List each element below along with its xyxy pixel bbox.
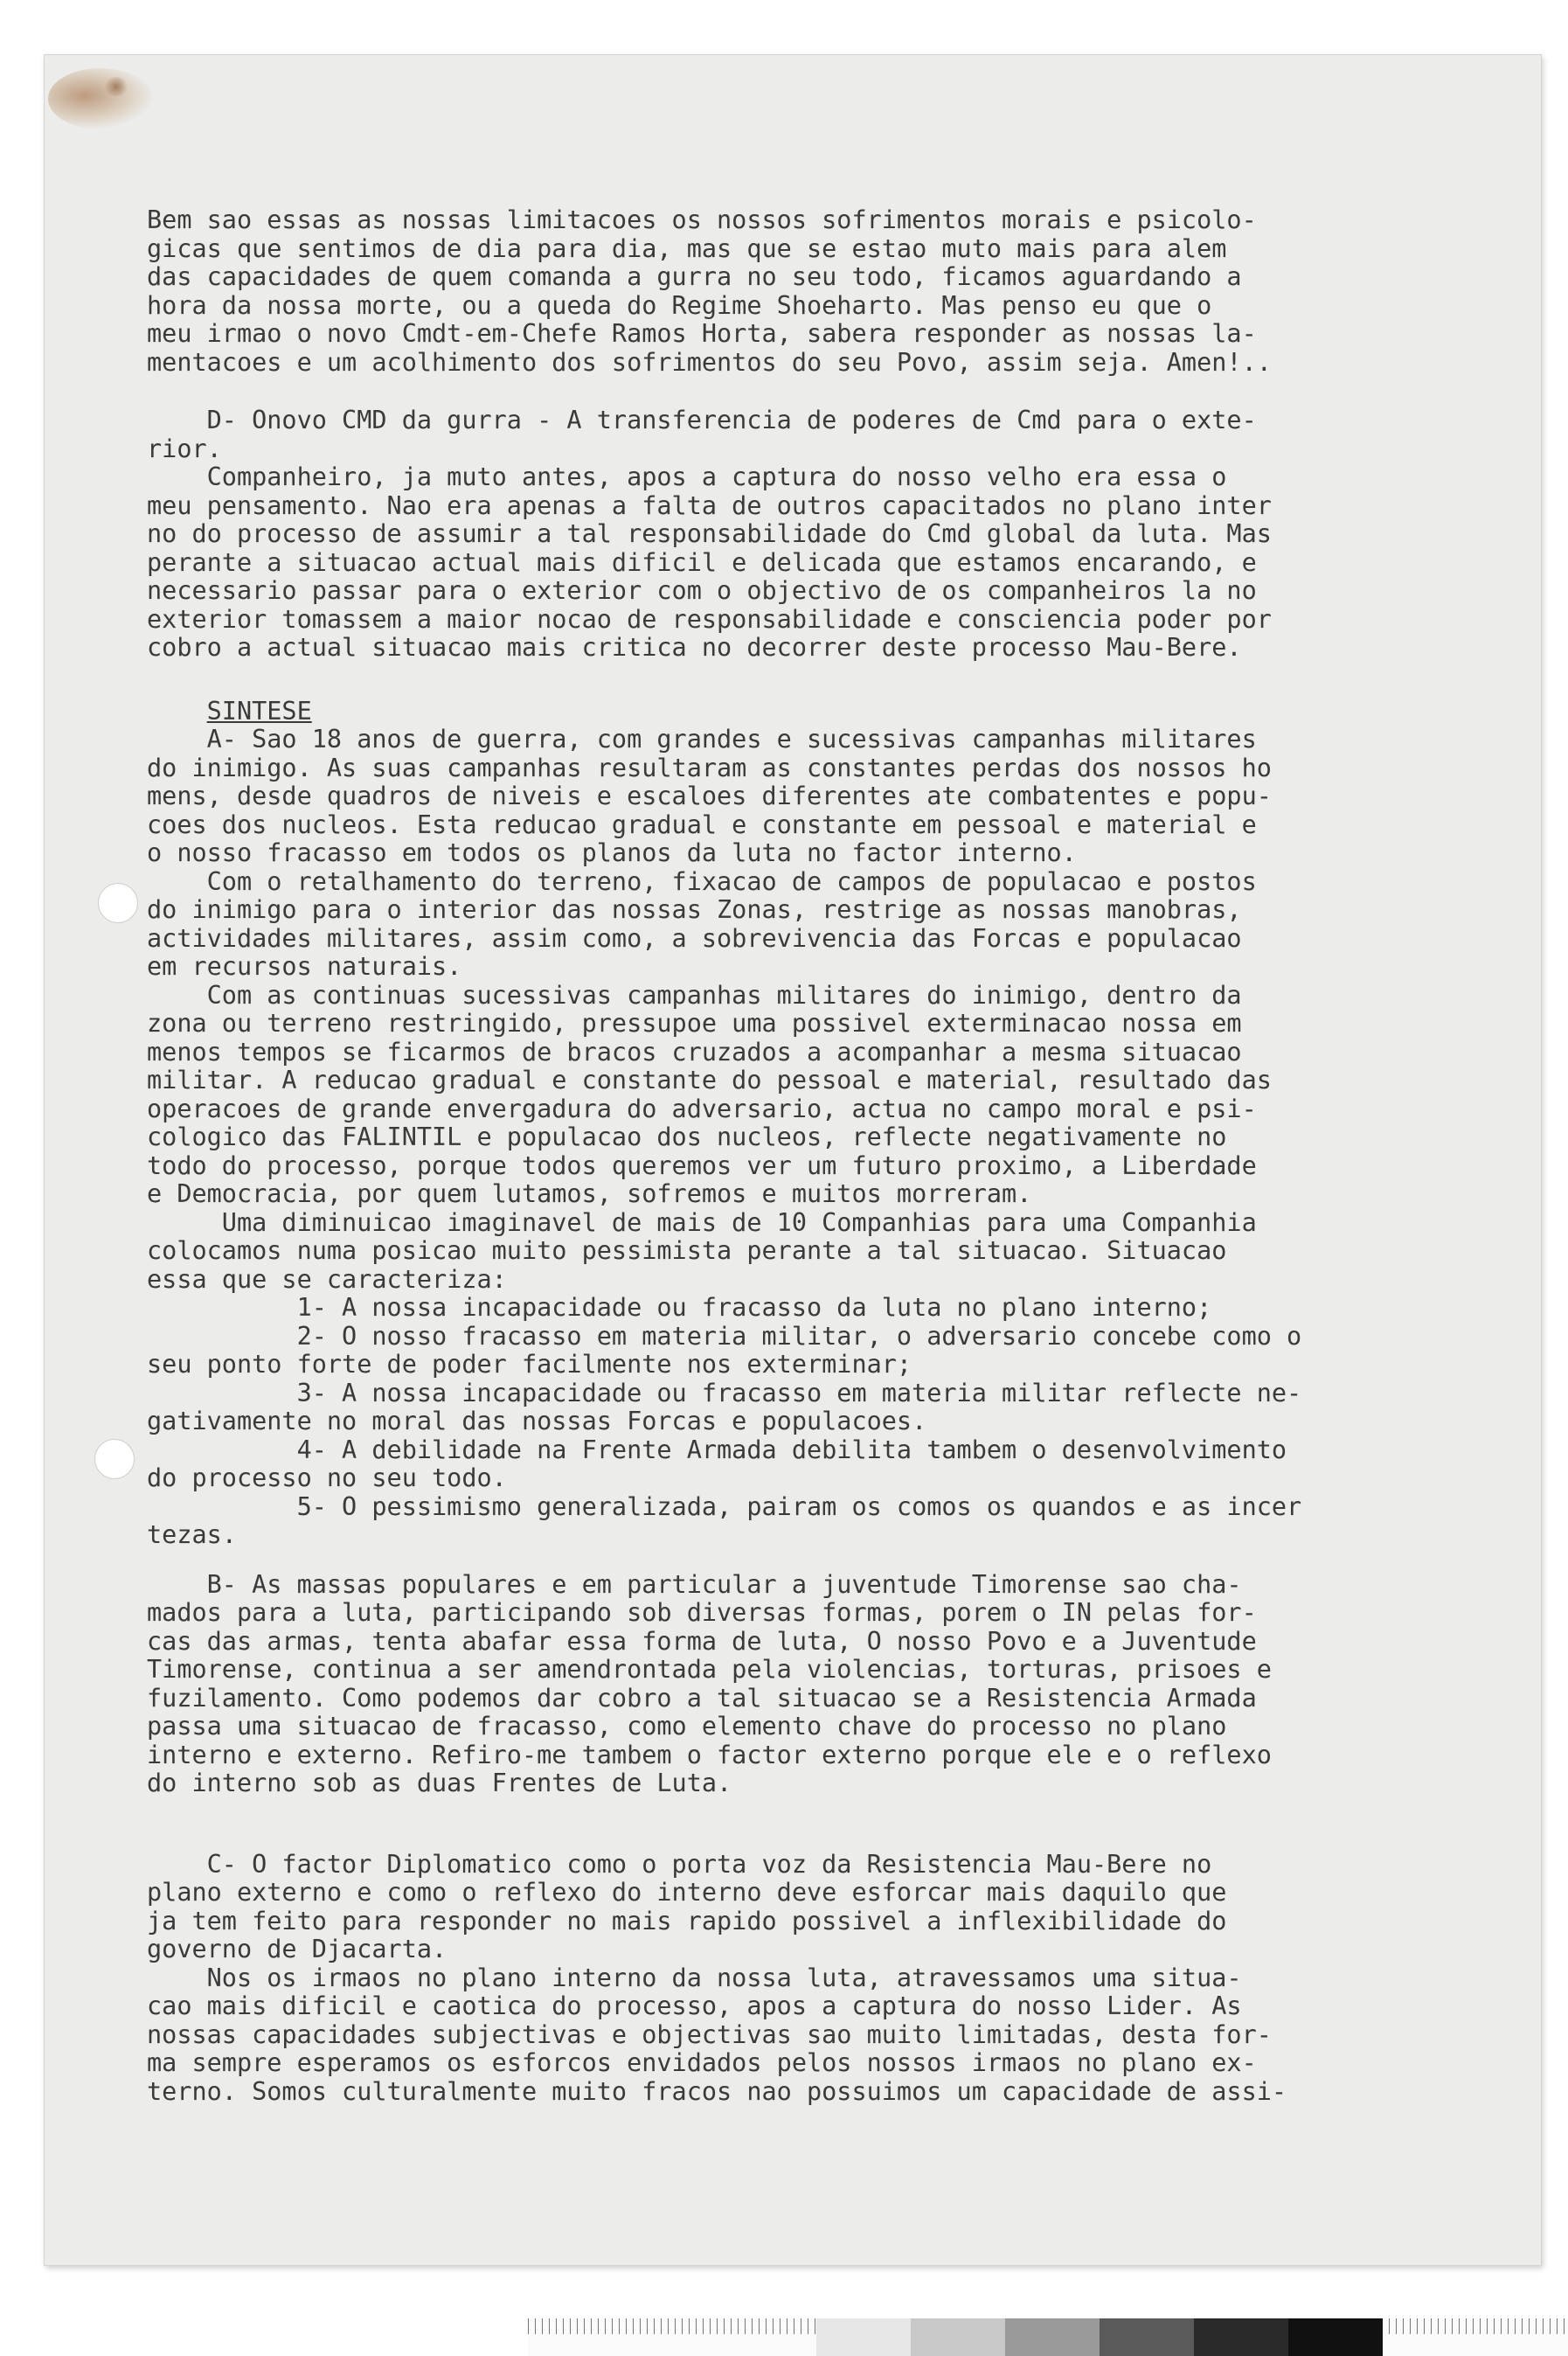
color-calibration-ruler bbox=[528, 2318, 1568, 2356]
text-line: governo de Djacarta. bbox=[147, 1935, 448, 1963]
ruler-swatch bbox=[1288, 2318, 1383, 2356]
text-line: o nosso fracasso em todos os planos da luta no factor interno. bbox=[147, 838, 1077, 867]
text-line: C- O factor Diplomatico como o porta voz da Resistencia Mau-Bere no bbox=[147, 1849, 1212, 1879]
text-line: mens, desde quadros de niveis e escaloes diferentes ate combatentes e popu- bbox=[147, 782, 1272, 810]
rust-stain-spot bbox=[103, 77, 129, 96]
text-line: mados para a luta, participando sob diversas formas, porem o IN pelas for- bbox=[147, 1598, 1257, 1627]
punch-hole bbox=[94, 1439, 135, 1479]
text-line: em recursos naturais. bbox=[147, 952, 462, 981]
sintese-heading: SINTESE bbox=[206, 696, 312, 726]
text-line: seu ponto forte de poder facilmente nos exterminar; bbox=[147, 1350, 912, 1379]
text-line: plano externo e como o reflexo do interno deve esforcar mais daquilo que bbox=[147, 1878, 1227, 1907]
text-line: das capacidades de quem comanda a gurra no seu todo, ficamos aguardando a bbox=[147, 262, 1242, 291]
text-line: exterior tomassem a maior nocao de responsabilidade e consciencia poder por bbox=[147, 604, 1272, 634]
text-line: ma sempre esperamos os esforcos envidados pelos nossos irmaos no plano ex- bbox=[147, 2048, 1257, 2077]
ruler-swatch bbox=[816, 2318, 911, 2356]
text-line: cobro a actual situacao mais critica no decorrer deste processo Mau-Bere. bbox=[147, 633, 1242, 662]
section-b bbox=[147, 1571, 1475, 1798]
section-c bbox=[147, 1851, 1475, 2107]
text-line: do processo no seu todo. bbox=[147, 1463, 507, 1492]
text-line: Uma diminuicao imaginavel de mais de 10 Companhias para uma Companhia bbox=[147, 1207, 1257, 1237]
text-line: todo do processo, porque todos queremos ver um futuro proximo, a Liberdade bbox=[147, 1150, 1257, 1180]
text-line: Nos os irmaos no plano interno da nossa luta, atravessamos uma situa- bbox=[147, 1963, 1242, 1992]
text-line: hora da nossa morte, ou a queda do Regime Shoeharto. Mas penso eu que o bbox=[147, 290, 1212, 320]
text-line: Com o retalhamento do terreno, fixacao de campos de populacao e postos bbox=[147, 866, 1257, 896]
text-line: e Democracia, por quem lutamos, sofremos e muitos morreram. bbox=[147, 1179, 1032, 1208]
paragraph-1 bbox=[147, 206, 1475, 377]
text-line: passa uma situacao de fracasso, como elemento chave do processo no plano bbox=[147, 1712, 1227, 1741]
text-line: meu irmao o novo Cmdt-em-Chefe Ramos Horta, sabera responder as nossas la- bbox=[147, 319, 1257, 348]
text-line: menos tempos se ficarmos de bracos cruzados a acompanhar a mesma situacao bbox=[147, 1037, 1242, 1067]
text-line: militar. A reducao gradual e constante do pessoal e material, resultado das bbox=[147, 1066, 1272, 1095]
text-line: actividades militares, assim como, a sobrevivencia das Forcas e populacao bbox=[147, 923, 1242, 953]
text-line: 1- A nossa incapacidade ou fracasso da luta no plano interno; bbox=[147, 1293, 1212, 1322]
text-line: essa que se caracteriza: bbox=[147, 1264, 507, 1294]
text-line: 5- O pessimismo generalizada, pairam os comos os quandos e as incer bbox=[147, 1491, 1302, 1521]
text-line: colocamos numa posicao muito pessimista perante a tal situacao. Situacao bbox=[147, 1236, 1227, 1265]
text-line: gativamente no moral das nossas Forcas e populacoes. bbox=[147, 1407, 927, 1435]
text-line: gicas que sentimos de dia para dia, mas que se estao muto mais para alem bbox=[147, 233, 1227, 263]
rust-stain bbox=[48, 68, 153, 129]
text-line: rior. bbox=[147, 434, 222, 463]
text-line: Timorense, continua a ser amendrontada pela violencias, torturas, prisoes e bbox=[147, 1655, 1272, 1684]
text-line: 4- A debilidade na Frente Armada debilita tambem o desenvolvimento bbox=[147, 1435, 1287, 1464]
text-line: ja tem feito para responder no mais rapido possivel a inflexibilidade do bbox=[147, 1906, 1227, 1936]
ruler-swatch bbox=[1005, 2318, 1100, 2356]
text-line: meu pensamento. Nao era apenas a falta de outros capacitados no plano inter bbox=[147, 490, 1272, 520]
ruler-ticks bbox=[528, 2318, 816, 2334]
text-line: mentacoes e um acolhimento dos sofrimentos do seu Povo, assim seja. Amen!.. bbox=[147, 347, 1272, 377]
text-line: cas das armas, tenta abafar essa forma de luta, O nosso Povo e a Juventude bbox=[147, 1626, 1257, 1656]
text-line: fuzilamento. Como podemos dar cobro a tal situacao se a Resistencia Armada bbox=[147, 1683, 1257, 1713]
text-line: operacoes de grande envergadura do adversario, actua no campo moral e psi- bbox=[147, 1094, 1257, 1123]
text-line: zona ou terreno restringido, pressupoe uma possivel exterminacao nossa em bbox=[147, 1009, 1242, 1038]
text-line: terno. Somos culturalmente muito fracos nao possuimos um capacidade de assi- bbox=[147, 2076, 1287, 2106]
text-line: Bem sao essas as nossas limitacoes os nossos sofrimentos morais e psicolo- bbox=[147, 205, 1257, 234]
ruler-swatch bbox=[911, 2318, 1005, 2356]
text-line: 3- A nossa incapacidade ou fracasso em materia militar reflecte ne- bbox=[147, 1378, 1302, 1407]
ruler-swatch bbox=[1100, 2318, 1194, 2356]
text-line: Com as continuas sucessivas campanhas militares do inimigo, dentro da bbox=[147, 980, 1242, 1010]
ruler-swatch bbox=[1194, 2318, 1288, 2356]
text-line: nossas capacidades subjectivas e objectivas sao muito limitadas, desta for- bbox=[147, 2019, 1272, 2049]
text-line: coes dos nucleos. Esta reducao gradual e constante em pessoal e material e bbox=[147, 810, 1257, 839]
punch-hole bbox=[98, 883, 138, 923]
text-line: necessario passar para o exterior com o objectivo de os companheiros la no bbox=[147, 576, 1257, 605]
text-line: do interno sob as duas Frentes de Luta. bbox=[147, 1769, 732, 1797]
text-line: Companheiro, ja muto antes, apos a captura do nosso velho era essa o bbox=[147, 462, 1227, 491]
typewritten-text bbox=[147, 206, 1475, 2106]
text-line: interno e externo. Refiro-me tambem o factor externo porque ele e o reflexo bbox=[147, 1740, 1272, 1769]
text-line: A- Sao 18 anos de guerra, com grandes e sucessivas campanhas militares bbox=[147, 725, 1257, 754]
section-d bbox=[147, 407, 1475, 663]
text-line: perante a situacao actual mais dificil e delicada que estamos encarando, e bbox=[147, 547, 1257, 577]
section-a bbox=[147, 726, 1475, 1550]
text-line: tezas. bbox=[147, 1520, 237, 1549]
text-line: do inimigo. As suas campanhas resultaram as constantes perdas dos nossos ho bbox=[147, 753, 1272, 782]
text-line: 2- O nosso fracasso em materia militar, o adversario concebe como o bbox=[147, 1321, 1302, 1351]
text-line: cologico das FALINTIL e populacao dos nucleos, reflecte negativamente no bbox=[147, 1122, 1227, 1151]
ruler-ticks bbox=[1389, 2318, 1568, 2334]
text-line: D- Onovo CMD da gurra - A transferencia de poderes de Cmd para o exte- bbox=[147, 406, 1257, 434]
text-line: do inimigo para o interior das nossas Zonas, restrige as nossas manobras, bbox=[147, 895, 1242, 924]
text-line: cao mais dificil e caotica do processo, apos a captura do nosso Lider. As bbox=[147, 1991, 1242, 2020]
text-line: B- As massas populares e em particular a juventude Timorense sao cha- bbox=[147, 1569, 1242, 1599]
text-line: no do processo de assumir a tal responsabilidade do Cmd global da luta. Mas bbox=[147, 519, 1272, 548]
